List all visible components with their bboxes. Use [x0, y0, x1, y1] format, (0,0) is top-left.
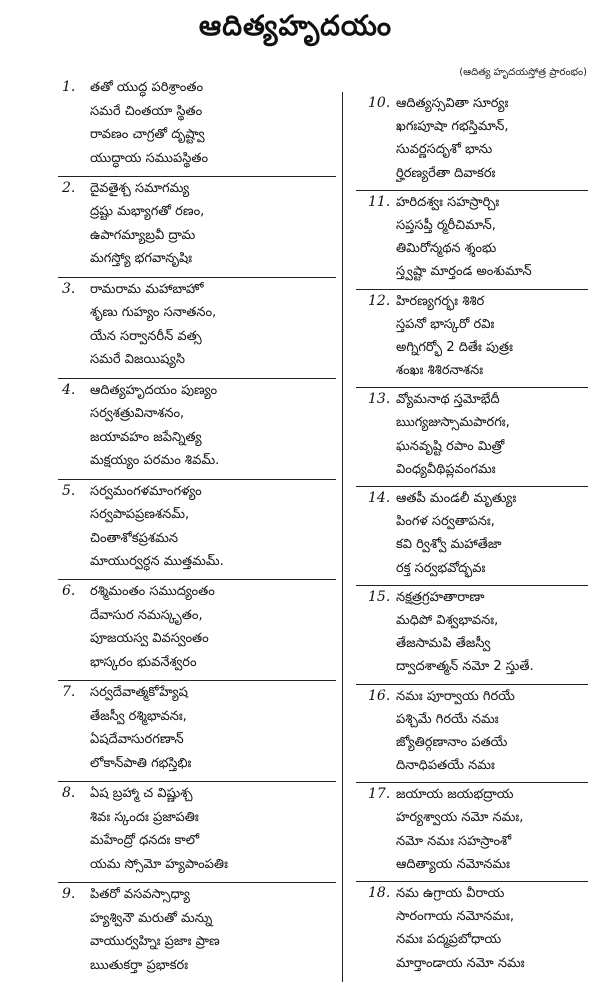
verse-line: మహేంద్రో ధనదః కాలో [90, 833, 200, 849]
verse-number: 1. [62, 79, 76, 95]
verse-line: చింతాశోకప్రశమన [90, 530, 178, 546]
verse-line: దైవతైశ్చ సమాగమ్య [90, 180, 190, 196]
verse-line: రామరామ మహాబాహో [90, 281, 204, 297]
verse-number: 18. [368, 885, 391, 901]
verse-number: 16. [368, 687, 391, 704]
verse-line: మగస్త్యో భగవానృషిః [90, 251, 193, 267]
verse-column-left [58, 76, 336, 984]
section-note: (ఆదిత్య హృదయస్తోత్ర ప్రారంభం) [459, 67, 587, 78]
verse-line: తేజసామపి తేజస్వీ [396, 636, 491, 652]
verse-line: రావణం చాగ్రతో దృష్ట్వా [90, 127, 205, 142]
verse-block [58, 782, 336, 883]
verse-line: తిమిరోన్మథన శ్శంభు [396, 241, 497, 257]
verse-number: 12. [368, 292, 391, 309]
verse-block [58, 76, 336, 177]
verse-line: హరిదశ్వః సహస్రార్చిః [396, 194, 500, 210]
verse-line: నక్షత్రగ్రహతారాణా [396, 589, 485, 605]
verse-block [356, 586, 588, 685]
verse-line: కవి ర్విశ్వో మహాతేజా [396, 537, 502, 553]
verse-line: యుద్ధాయ సముపస్థితం [90, 150, 209, 166]
verse-block [356, 388, 588, 487]
verse-line: రశ్మిమంతం సముద్యంతం [90, 584, 215, 600]
verse-line: స్త్వష్టా మార్తండ అంశుమాన్ [396, 264, 532, 280]
verse-line: పశ్చిమే గిరయే నమః [396, 711, 499, 727]
verse-line: ర్హిరణ్యరేతా దివాకరః [396, 165, 496, 181]
verse-line: సప్తసప్తీ ర్మరీచిమాన్, [396, 217, 496, 233]
verse-line: హర్యశ్వాయ నమో నమః, [396, 810, 524, 826]
verse-line: శృణు గుహ్యం సనాతనం, [90, 305, 217, 321]
page-title: ఆదిత్యహృదయం [198, 9, 393, 42]
verse-number: 5. [62, 482, 76, 499]
verse-line: శివః స్కందః ప్రజాపతిః [90, 809, 199, 825]
verse-line: ద్రష్టు మభ్యాగతో రణం, [90, 204, 205, 220]
verse-number: 4. [62, 381, 76, 398]
verse-line: యమ స్సోమో హ్యపాంపతిః [90, 856, 228, 872]
verse-line: పితరో వసవస్సాధ్యా [90, 887, 190, 903]
verse-line: సర్వదేవాత్మకోహ్యేష [90, 685, 188, 701]
verse-line: ఆదిత్యహృదయం పుణ్యం [90, 382, 218, 398]
verse-line: భాస్కరం భువనేశ్వరం [90, 654, 197, 670]
verse-line: మాయుర్వర్ధన ముత్తమమ్. [90, 554, 224, 570]
verse-line: సమరే విజయిష్యసి [90, 352, 185, 368]
verse-line: జయావహం జపేన్నిత్య [90, 429, 202, 445]
verse-number: 3. [62, 280, 76, 297]
verse-block [356, 882, 588, 981]
verse-line: తేజస్వీ రశ్మిభావనః, [90, 708, 187, 724]
verse-block [58, 177, 336, 278]
verse-block [356, 191, 588, 290]
verse-block [58, 580, 336, 681]
verse-line: సారంగాయ నమోనమః, [396, 909, 515, 925]
verse-line: నమః పూర్వాయ గిరయే [396, 688, 515, 704]
verse-number: 7. [62, 684, 76, 701]
verse-number: 13. [368, 391, 391, 408]
verse-line: హిరణ్యగర్భః శిశిర [396, 293, 485, 309]
verse-line: మధిపో విశ్వభావనః, [396, 612, 499, 628]
verse-block [356, 783, 588, 882]
verse-block [58, 883, 336, 984]
verse-line: జ్యోతిర్గణానాం పతయే [396, 734, 508, 750]
verse-block [356, 92, 588, 191]
verse-line: నమ ఉగ్రాయ వీరాయ [396, 886, 505, 901]
verse-number: 8. [62, 785, 76, 802]
column-divider [342, 92, 343, 982]
verse-line: పింగళ సర్వతాపనః, [396, 514, 495, 530]
verse-line: ఋతుకర్తా ప్రభాకరః [90, 957, 189, 973]
verse-number: 17. [368, 786, 391, 803]
verse-line: మక్షయ్యం పరమం శివమ్. [90, 453, 220, 469]
verse-column-right [356, 92, 588, 981]
verse-line: ఆదిత్యాయ నమోనమః [396, 856, 510, 872]
verse-line: లోకాన్‌పాతి గభస్తిభిః [90, 755, 192, 771]
verse-line: తతో యుద్ధ పరిశ్రాంతం [90, 80, 204, 95]
verse-line: ఘనవృష్టి రపాం మిత్రో [396, 438, 505, 454]
verse-line: ఏష బ్రహ్మా చ విష్ణుశ్చ [90, 786, 193, 802]
verse-block [58, 681, 336, 782]
verse-block [356, 290, 588, 389]
verse-line: హ్యశ్వినౌ మరుతో మన్ను [90, 910, 213, 926]
verse-line: స్తపనో భాస్కరో రవిః [396, 316, 495, 332]
verse-number: 11. [368, 193, 391, 210]
verse-block [58, 480, 336, 581]
verse-line: అగ్నిగర్భో 2 దితేః పుత్రః [396, 339, 513, 355]
verse-block [58, 379, 336, 480]
verse-line: యేన సర్వానరీన్ వత్స [90, 328, 202, 344]
verse-line: నమో నమః సహస్రాంశో [396, 833, 512, 849]
verse-number: 14. [368, 490, 391, 506]
verse-line: ఆతపీ మండలీ మృత్యుః [396, 491, 517, 506]
verse-line: వింధ్యవీథిప్లవంగమః [396, 461, 496, 477]
verse-line: రక్త సర్వభవోద్భవః [396, 560, 486, 576]
verse-line: సర్వపాపప్రణశనమ్, [90, 507, 190, 523]
verse-line: జయాయ జయభద్రాయ [396, 787, 514, 803]
verse-number: 10. [368, 95, 391, 111]
verse-number: 9. [62, 886, 76, 903]
verse-line: ద్వాదశాత్మన్ నమో 2 స్తుతే. [396, 659, 534, 675]
verse-line: ఆదిత్యస్సవితా సూర్యః [396, 96, 509, 111]
verse-line: దినాధిపతయే నమః [396, 758, 495, 774]
verse-line: సర్వమంగళమాంగళ్యం [90, 483, 202, 499]
verse-line: వాయుర్వహ్నిః ప్రజాః ప్రాణ [90, 934, 220, 950]
verse-line: ఖగఃపూషా గభస్తిమాన్, [396, 119, 509, 135]
verse-line: సమరే చింతయా స్థితం [90, 103, 203, 119]
verse-number: 2. [62, 179, 76, 196]
verse-line: వ్యోమనాథ స్తమోభేదీ [396, 392, 500, 408]
verse-block [58, 278, 336, 379]
verse-line: ఏషదేవాసురగణాన్ [90, 732, 184, 748]
verse-line: ఋగ్యజుస్సామపారగః, [396, 415, 510, 431]
verse-block [356, 487, 588, 586]
verse-number: 6. [62, 583, 76, 600]
verse-line: దేవాసుర నమస్కృతం, [90, 607, 203, 623]
verse-line: ఉపాగమ్యాబ్రవీ ద్రామ [90, 227, 196, 243]
verse-line: సర్వశత్రువినాశనం, [90, 406, 185, 422]
verse-line: నమః పద్మప్రబోధాయ [396, 932, 502, 948]
verse-number: 15. [368, 588, 391, 605]
verse-line: పూజయస్వ వివస్వంతం [90, 631, 209, 647]
verse-line: సువర్ణసదృశో భాను [396, 142, 493, 158]
verse-block [356, 685, 588, 784]
verse-line: మార్తాండాయ నమో నమః [396, 955, 525, 971]
verse-line: శంఖః శిశిరనాశనః [396, 363, 484, 379]
